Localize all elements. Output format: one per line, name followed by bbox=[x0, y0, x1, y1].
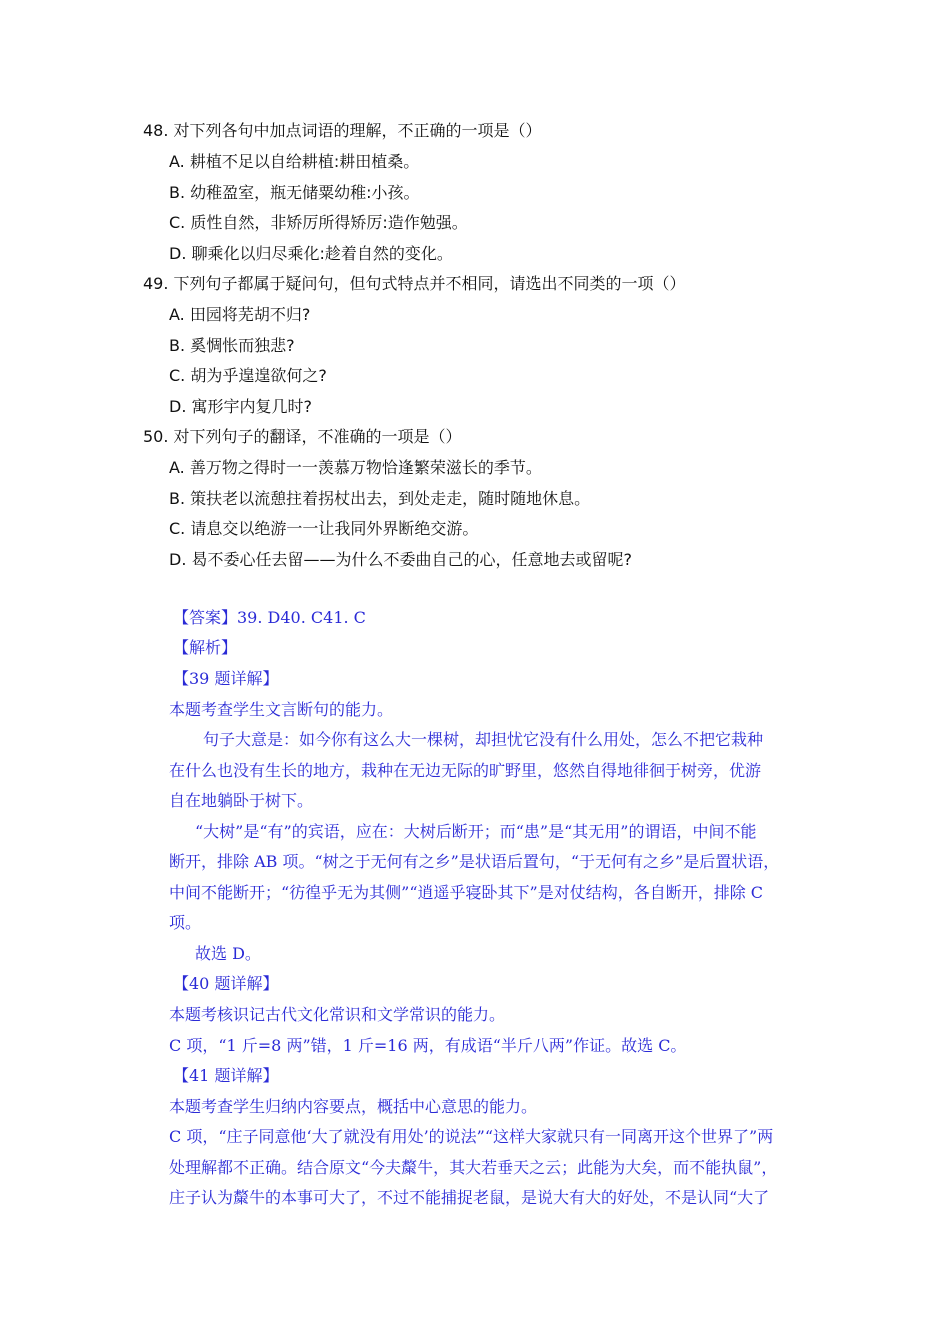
question-48-option-d: D. 聊乘化以归尽乘化:趁着自然的变化。 bbox=[169, 244, 453, 263]
question-48-option-b: B. 幼稚盈室，瓶无储粟幼稚:小孩。 bbox=[169, 183, 420, 202]
q40-body: C 项，“1 斤=8 两”错，1 斤=16 两，有成语“半斤八两”作证。故选 C。 bbox=[169, 1036, 687, 1055]
analysis-label: 【解析】 bbox=[173, 638, 238, 657]
question-50-option-b: B. 策扶老以流憩拄着拐杖出去，到处走走，随时随地休息。 bbox=[169, 489, 591, 508]
q39-paragraph-1-line-2: 在什么也没有生长的地方，栽种在无边无际的旷野里，悠然自得地徘徊于树旁，优游 bbox=[169, 761, 762, 780]
question-49-option-a: A. 田园将芜胡不归? bbox=[169, 305, 311, 324]
question-48-option-a: A. 耕植不足以自给耕植:耕田植桑。 bbox=[169, 152, 420, 171]
question-50-option-c: C. 请息交以绝游一一让我同外界断绝交游。 bbox=[169, 519, 479, 538]
question-48-option-c: C. 质性自然，非矫厉所得矫厉:造作勉强。 bbox=[169, 213, 468, 232]
question-49-option-b: B. 奚惆怅而独悲? bbox=[169, 336, 295, 355]
q41-body-line-2: 处理解都不正确。结合原文“今夫斄牛，其大若垂天之云；此能为大矣，而不能执鼠”， bbox=[169, 1158, 778, 1177]
q39-paragraph-1-line-1: 句子大意是：如今你有这么大一棵树，却担忧它没有什么用处，怎么不把它栽种 bbox=[203, 730, 764, 749]
q39-paragraph-2-line-2: 断开，排除 AB 项。“树之于无何有之乡”是状语后置句，“于无何有之乡”是后置状语， bbox=[169, 852, 780, 871]
answer-line: 【答案】39. D40. C41. C bbox=[173, 608, 366, 627]
q41-body-line-1: C 项，“庄子同意他‘大了就没有用处’的说法”“这样大家就只有一同离开这个世界了”两 bbox=[169, 1127, 774, 1146]
q39-choice: 故选 D。 bbox=[195, 944, 261, 963]
q39-paragraph-2-line-1: “大树”是“有”的宾语，应在：大树后断开；而“患”是“其无用”的谓语，中间不能 bbox=[195, 822, 757, 841]
q39-paragraph-2-line-4: 项。 bbox=[169, 913, 202, 932]
question-49-option-d: D. 寓形宇内复几时? bbox=[169, 397, 312, 416]
q39-intro: 本题考查学生文言断句的能力。 bbox=[169, 700, 394, 719]
q39-paragraph-2-line-3: 中间不能断开；“彷徨乎无为其侧”“逍遥乎寝卧其下”是对仗结构，各自断开，排除 C bbox=[169, 883, 764, 902]
question-50-option-a: A. 善万物之得时一一羡慕万物恰逢繁荣滋长的季节。 bbox=[169, 458, 542, 477]
q41-intro: 本题考查学生归纳内容要点，概括中心意思的能力。 bbox=[169, 1097, 538, 1116]
q39-paragraph-1-line-3: 自在地躺卧于树下。 bbox=[169, 791, 314, 810]
question-48-title: 48. 对下列各句中加点词语的理解，不正确的一项是（） bbox=[143, 121, 542, 140]
q39-heading: 【39 题详解】 bbox=[173, 669, 279, 688]
question-50-option-d: D. 曷不委心任去留——为什么不委曲自己的心，任意地去或留呢? bbox=[169, 550, 632, 569]
q40-heading: 【40 题详解】 bbox=[173, 974, 279, 993]
q41-body-line-3: 庄子认为斄牛的本事可大了，不过不能捕捉老鼠，是说大有大的好处，不是认同“大了 bbox=[169, 1188, 770, 1207]
question-49-option-c: C. 胡为乎遑遑欲何之? bbox=[169, 366, 327, 385]
q40-intro: 本题考核识记古代文化常识和文学常识的能力。 bbox=[169, 1005, 506, 1024]
q41-heading: 【41 题详解】 bbox=[173, 1066, 279, 1085]
question-49-title: 49. 下列句子都属于疑问句，但句式特点并不相同，请选出不同类的一项（） bbox=[143, 274, 686, 293]
question-50-title: 50. 对下列句子的翻译，不准确的一项是（） bbox=[143, 427, 462, 446]
